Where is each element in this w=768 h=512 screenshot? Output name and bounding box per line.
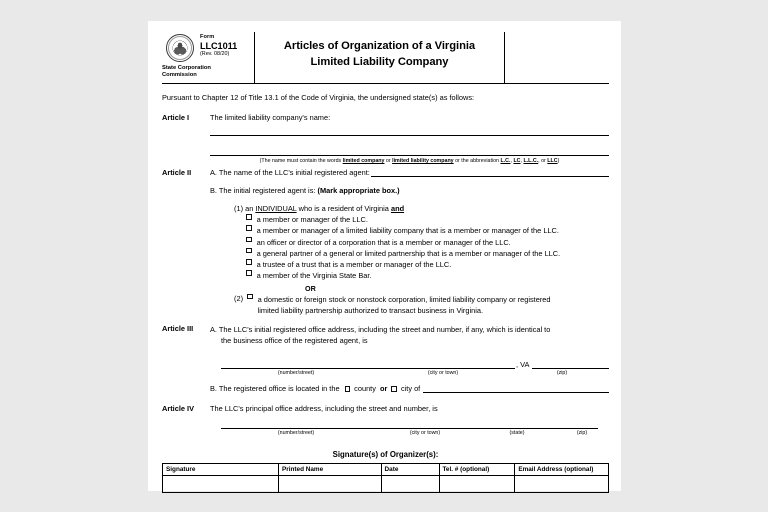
principal-office-captions — [221, 430, 609, 436]
article-1-name-line-2[interactable] — [210, 155, 609, 156]
option-1-mid: who is a resident of Virginia — [296, 204, 391, 213]
cell-date[interactable] — [381, 475, 439, 492]
checkbox-virginia-state-bar-icon[interactable] — [246, 270, 252, 276]
checkbox-entity-agent-icon[interactable] — [247, 294, 253, 300]
header-title-column — [255, 32, 505, 83]
cell-printed-name[interactable] — [278, 475, 381, 492]
registered-office-locality-line[interactable] — [423, 385, 609, 393]
checkbox-city-icon[interactable] — [391, 386, 397, 392]
article-4-text: The LLC's principal office address, including the street and number, is — [210, 403, 438, 413]
virginia-state-seal-icon — [166, 34, 194, 62]
article-1-name-line[interactable] — [210, 135, 609, 136]
page-title-line1: Articles of Organization of a Virginia — [283, 40, 476, 53]
checkbox-row[interactable] — [246, 225, 609, 236]
checkbox-officer-director-corporation-icon[interactable] — [246, 237, 252, 243]
article-3-a-line2: the business office of the registered agent, is — [221, 335, 368, 345]
article-2-label: Article II — [162, 168, 192, 177]
form-page — [148, 21, 621, 491]
option-2-line2: limited liability partnership authorized to transact business in Virginia. — [257, 305, 484, 315]
caption-state: (state) — [509, 429, 525, 436]
checkbox-row[interactable] — [246, 214, 609, 225]
article-1-note-b5: L.L.C. — [523, 158, 539, 164]
registered-office-zip-line[interactable] — [532, 361, 609, 369]
checkbox-label: a member of the Virginia State Bar. — [256, 271, 372, 281]
article-1-note-end: ) — [557, 158, 560, 164]
checkbox-label: a general partner of a general or limited partnership that is a member or manager of the LLC. — [256, 248, 561, 258]
checkbox-county-icon[interactable] — [345, 386, 351, 392]
article-2-option-1 — [234, 204, 609, 213]
cell-telephone[interactable] — [439, 475, 515, 492]
article-4-label: Article IV — [162, 403, 195, 413]
article-2-option-2[interactable] — [234, 294, 609, 316]
article-1-note-b2: limited liability company — [392, 158, 454, 164]
column-header-telephone: Tel. # (optional) — [439, 463, 515, 475]
caption-number-street: (number/street) — [277, 369, 315, 376]
checkbox-row[interactable] — [246, 270, 609, 281]
article-3-b-or: or — [379, 383, 388, 393]
page-title — [276, 39, 483, 75]
registered-office-street-city-line[interactable] — [221, 361, 515, 369]
agency-name-line2: Commission — [162, 72, 197, 78]
article-1-note-sep2: , — [520, 158, 524, 164]
column-header-printed-name: Printed Name — [278, 463, 381, 475]
article-3-a-line1: A. The LLC's initial registered office address, including the street and number, if any, which is identical to — [210, 324, 551, 334]
agency-name-line1: State Corporation — [162, 65, 211, 71]
checkbox-row[interactable] — [246, 248, 609, 259]
checkbox-label: a trustee of a trust that is a member or manager of the LLC. — [256, 260, 452, 269]
signature-section — [162, 450, 609, 493]
column-header-date: Date — [381, 463, 439, 475]
page-title-line2: Limited Liability Company — [310, 55, 449, 68]
article-2-a-text: A. The name of the LLC's initial registered agent: — [210, 168, 370, 177]
cell-signature[interactable] — [163, 475, 279, 492]
signature-section-title: Signature(s) of Organizer(s): — [332, 449, 439, 459]
header-blank-column — [505, 32, 609, 83]
caption-city-or-town: (city or town) — [427, 369, 459, 376]
option-2-text — [258, 294, 551, 316]
or-divider-label: OR — [305, 283, 316, 293]
form-header — [162, 32, 609, 84]
article-1-note — [210, 158, 609, 164]
article-3-b-text: B. The registered office is located in the — [210, 383, 340, 393]
checkbox-member-manager-of-llc-member-icon[interactable] — [246, 225, 252, 231]
checkbox-row[interactable] — [246, 237, 609, 248]
article-1-note-mid2: or the abbreviation — [453, 158, 501, 164]
column-header-email: Email Address (optional) — [515, 463, 609, 475]
article-2 — [162, 168, 609, 316]
article-2-b-bold: (Mark appropriate box.) — [317, 186, 400, 195]
form-revision: (Rev. 08/20) — [200, 51, 230, 57]
registered-office-captions — [221, 370, 609, 376]
article-1-label: Article I — [162, 113, 190, 122]
registered-agent-checkbox-list — [246, 214, 609, 282]
intro-text: Pursuant to Chapter 12 of Title 13.1 of the Code of Virginia, the undersigned state(s) as follows: — [162, 93, 475, 102]
article-1-text: The limited liability company's name: — [210, 113, 331, 122]
article-3-label: Article III — [162, 323, 194, 333]
option-1-and: and — [390, 204, 405, 213]
caption-zip: (zip) — [576, 429, 588, 436]
checkbox-label: a member or manager of a limited liability company that is a member or manager of the LLC. — [256, 226, 559, 236]
signature-table-header-row — [163, 463, 609, 475]
article-2-section-a — [210, 168, 609, 177]
checkbox-label: an officer or director of a corporation that is a member or manager of the LLC. — [256, 237, 511, 247]
checkbox-trustee-icon[interactable] — [246, 259, 252, 265]
article-3-section-b — [210, 384, 609, 393]
article-3-b-city-label: city of — [400, 383, 421, 393]
option-2-number: (2) — [234, 293, 244, 303]
cell-email[interactable] — [515, 475, 609, 492]
form-body — [162, 93, 609, 493]
checkbox-member-manager-llc-icon[interactable] — [246, 214, 252, 220]
article-3-b-county-label: county — [354, 383, 376, 393]
article-1-note-b1: limited company — [342, 158, 385, 164]
principal-office-address-line[interactable] — [221, 428, 598, 429]
article-1-note-sep3: , or — [538, 158, 548, 164]
article-1-note-b6: LLC — [547, 158, 558, 164]
option-1-prefix: (1) an — [234, 204, 256, 213]
table-row[interactable] — [163, 475, 609, 492]
column-header-signature: Signature — [163, 463, 279, 475]
caption-city-or-town: (city or town) — [409, 429, 441, 436]
article-2-section-b — [210, 186, 609, 195]
article-1-note-b3: L.C. — [500, 158, 511, 164]
form-label: Form — [200, 34, 215, 40]
option-1-individual: INDIVIDUAL — [255, 204, 297, 213]
registered-agent-name-line[interactable] — [371, 169, 609, 177]
checkbox-general-partner-icon[interactable] — [246, 248, 252, 254]
article-3 — [162, 324, 609, 393]
registered-office-state: , VA — [516, 359, 530, 369]
article-4 — [162, 404, 609, 436]
caption-number-street: (number/street) — [277, 429, 315, 436]
article-1-note-b4: LC — [513, 158, 521, 164]
caption-zip: (zip) — [556, 369, 568, 376]
article-1-note-mid1: or — [384, 158, 393, 164]
checkbox-row[interactable] — [246, 259, 609, 270]
option-2-line1: a domestic or foreign stock or nonstock corporation, limited liability company or registered — [257, 294, 551, 304]
article-3-section-a-text — [210, 324, 609, 346]
article-1-note-pre: (The name must contain the words — [259, 158, 343, 164]
registered-office-address-row — [221, 360, 609, 369]
article-1 — [162, 113, 609, 164]
checkbox-label: a member or manager of the LLC. — [256, 215, 368, 224]
form-number: LLC1011 — [200, 41, 238, 51]
article-2-b-text: B. The initial registered agent is: — [210, 186, 318, 195]
header-agency-column — [162, 32, 255, 83]
article-1-note-sep1: , — [510, 158, 514, 164]
signature-table — [162, 463, 609, 493]
